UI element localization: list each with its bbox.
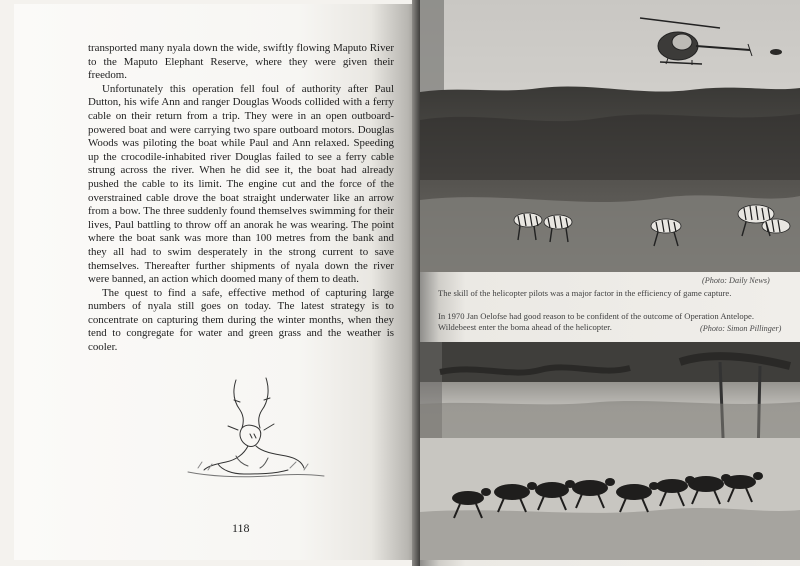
photo-credit-top: (Photo: Daily News) [702, 276, 770, 285]
paragraph-3: The quest to find a safe, effective method of capturing large numbers of nyala still goes on today. The latest strategy is to concentrate on capturing them during the winter months, when they tend to congregate for water and green grass and the weather is cooler. [88, 286, 394, 354]
page-number: 118 [232, 521, 250, 535]
caption-wildebeest: In 1970 Jan Oelofse had good reason to be confident of the outcome of Operation Antelope. Wildebeest enter the boma ahead of the helicopter. [438, 311, 754, 332]
photo-wildebeest [420, 342, 800, 560]
paragraph-2: Unfortunately this operation fell foul of authority after Paul Dutton, his wife Ann and ranger Douglas Woods collided with a ferry cable on their return from a trip. They were in an open outboard-powered boat and were carrying two spare outboard motors. Douglas Woods was piloting the boat while Paul and Ann relaxed. Speeding up the crocodile-inhabited river Douglas failed to see a ferry cable strung across the river. When he did see it, the boat had already pushed the cable to its limit. The engine cut and the force of the overstrained cable drove the boat straight underwater like an arrow from a bow. The three suddenly found themselves swimming for their lives, Paul battling to throw off an anorak he was wearing. The point where the boat sank was more than 100 metres from the bank and they all had to swim desperately in the strong current to save themselves. Thereafter further shipments of nyala down the river were banned, an action which doomed many of them to death. [88, 82, 394, 286]
paragraph-1: transported many nyala down the wide, swiftly flowing Maputo River to the Maputo Elephant Reserve, where they were given their freedom. [88, 42, 394, 82]
caption-helicopter: The skill of the helicopter pilots was a major factor in the efficiency of game capture. [438, 288, 732, 298]
photo-helicopter-zebra [420, 0, 800, 272]
photo-credit-bottom: (Photo: Simon Pillinger) [700, 324, 782, 333]
body-text [88, 42, 394, 355]
nyala-illustration [178, 372, 328, 484]
